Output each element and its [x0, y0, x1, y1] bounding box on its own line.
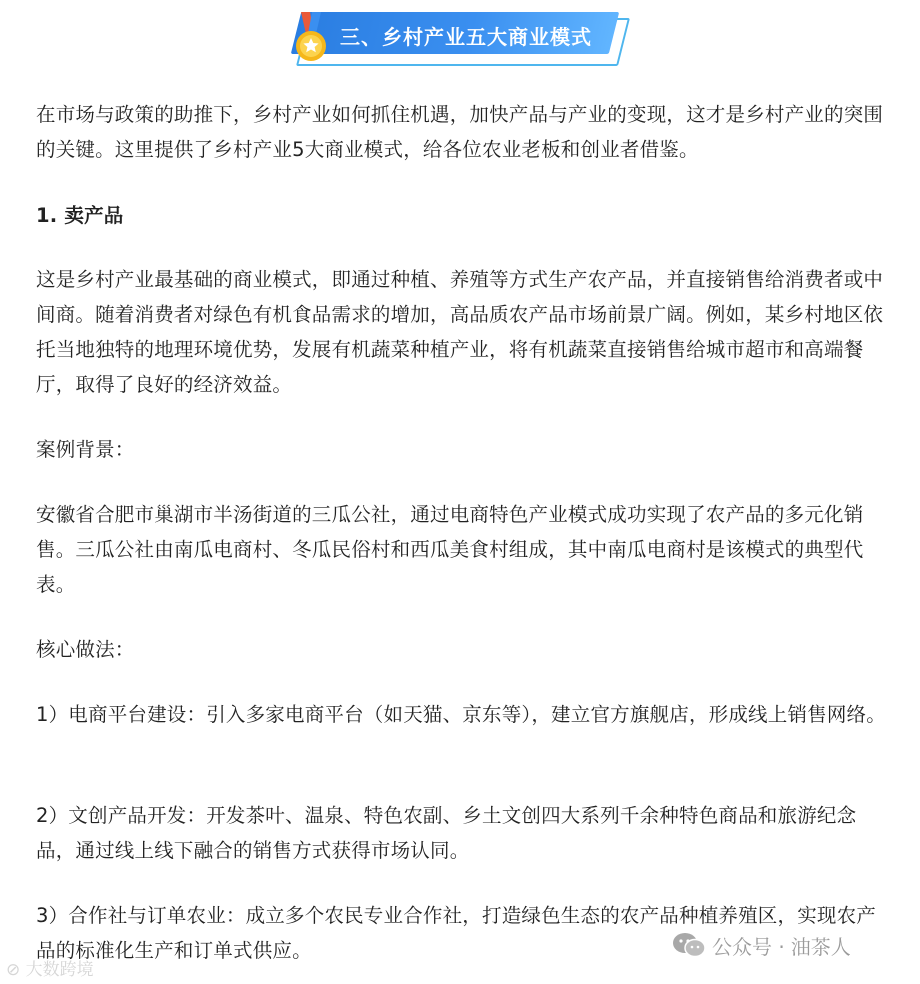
list-item-2: 2）文创产品开发：开发茶叶、温泉、特色农副、乡土文创四大系列千余种特色商品和旅游纪念品，通过线上线下融合的销售方式获得市场认同。 — [36, 804, 857, 862]
watermark-logo-icon: ⊘ — [6, 960, 26, 980]
intro-paragraph: 在市场与政策的助推下，乡村产业如何抓住机遇，加快产品与产业的变现，这才是乡村产业的突围的关键。这里提供了乡村产业5大商业模式，给各位农业老板和创业者借鉴。 — [36, 103, 884, 161]
section-paragraph: 这是乡村产业最基础的商业模式，即通过种植、养殖等方式生产农产品，并直接销售给消费者或中间商。随着消费者对绿色有机食品需求的增加，高品质农产品市场前景广阔。例如，某乡村地区依托当地独特的地理环境优势，发展有机蔬菜种植产业，将有机蔬菜直接销售给城市超市和高端餐厅，取得了良好的经济效益。 — [36, 268, 884, 396]
banner-title: 三、乡村产业五大商业模式 — [340, 25, 592, 49]
case-paragraph: 安徽省合肥市巢湖市半汤街道的三瓜公社，通过电商特色产业模式成功实现了农产品的多元化销售。三瓜公社由南瓜电商村、冬瓜民俗村和西瓜美食村组成，其中南瓜电商村是该模式的典型代表。 — [36, 503, 864, 596]
watermark-right — [672, 930, 851, 960]
section-banner — [288, 10, 628, 66]
watermark-left-text: 大数跨境 — [25, 960, 94, 980]
watermark-right-name: 油茶人 — [790, 934, 851, 959]
medal-icon — [294, 12, 328, 64]
core-label: 核心做法： — [36, 638, 135, 661]
case-label: 案例背景： — [36, 438, 135, 461]
list-item-1: 1）电商平台建设：引入多家电商平台（如天猫、京东等），建立官方旗舰店，形成线上销售网络。 — [36, 703, 886, 726]
wechat-icon — [672, 932, 706, 958]
watermark-right-prefix: 公众号 · — [712, 934, 785, 959]
section-heading: 1. 卖产品 — [36, 204, 124, 227]
watermark-left — [6, 955, 94, 980]
list-item-3: 3）合作社与订单农业：成立多个农民专业合作社，打造绿色生态的农产品种植养殖区，实现农产品的标准化生产和订单式供应。 — [36, 904, 877, 962]
